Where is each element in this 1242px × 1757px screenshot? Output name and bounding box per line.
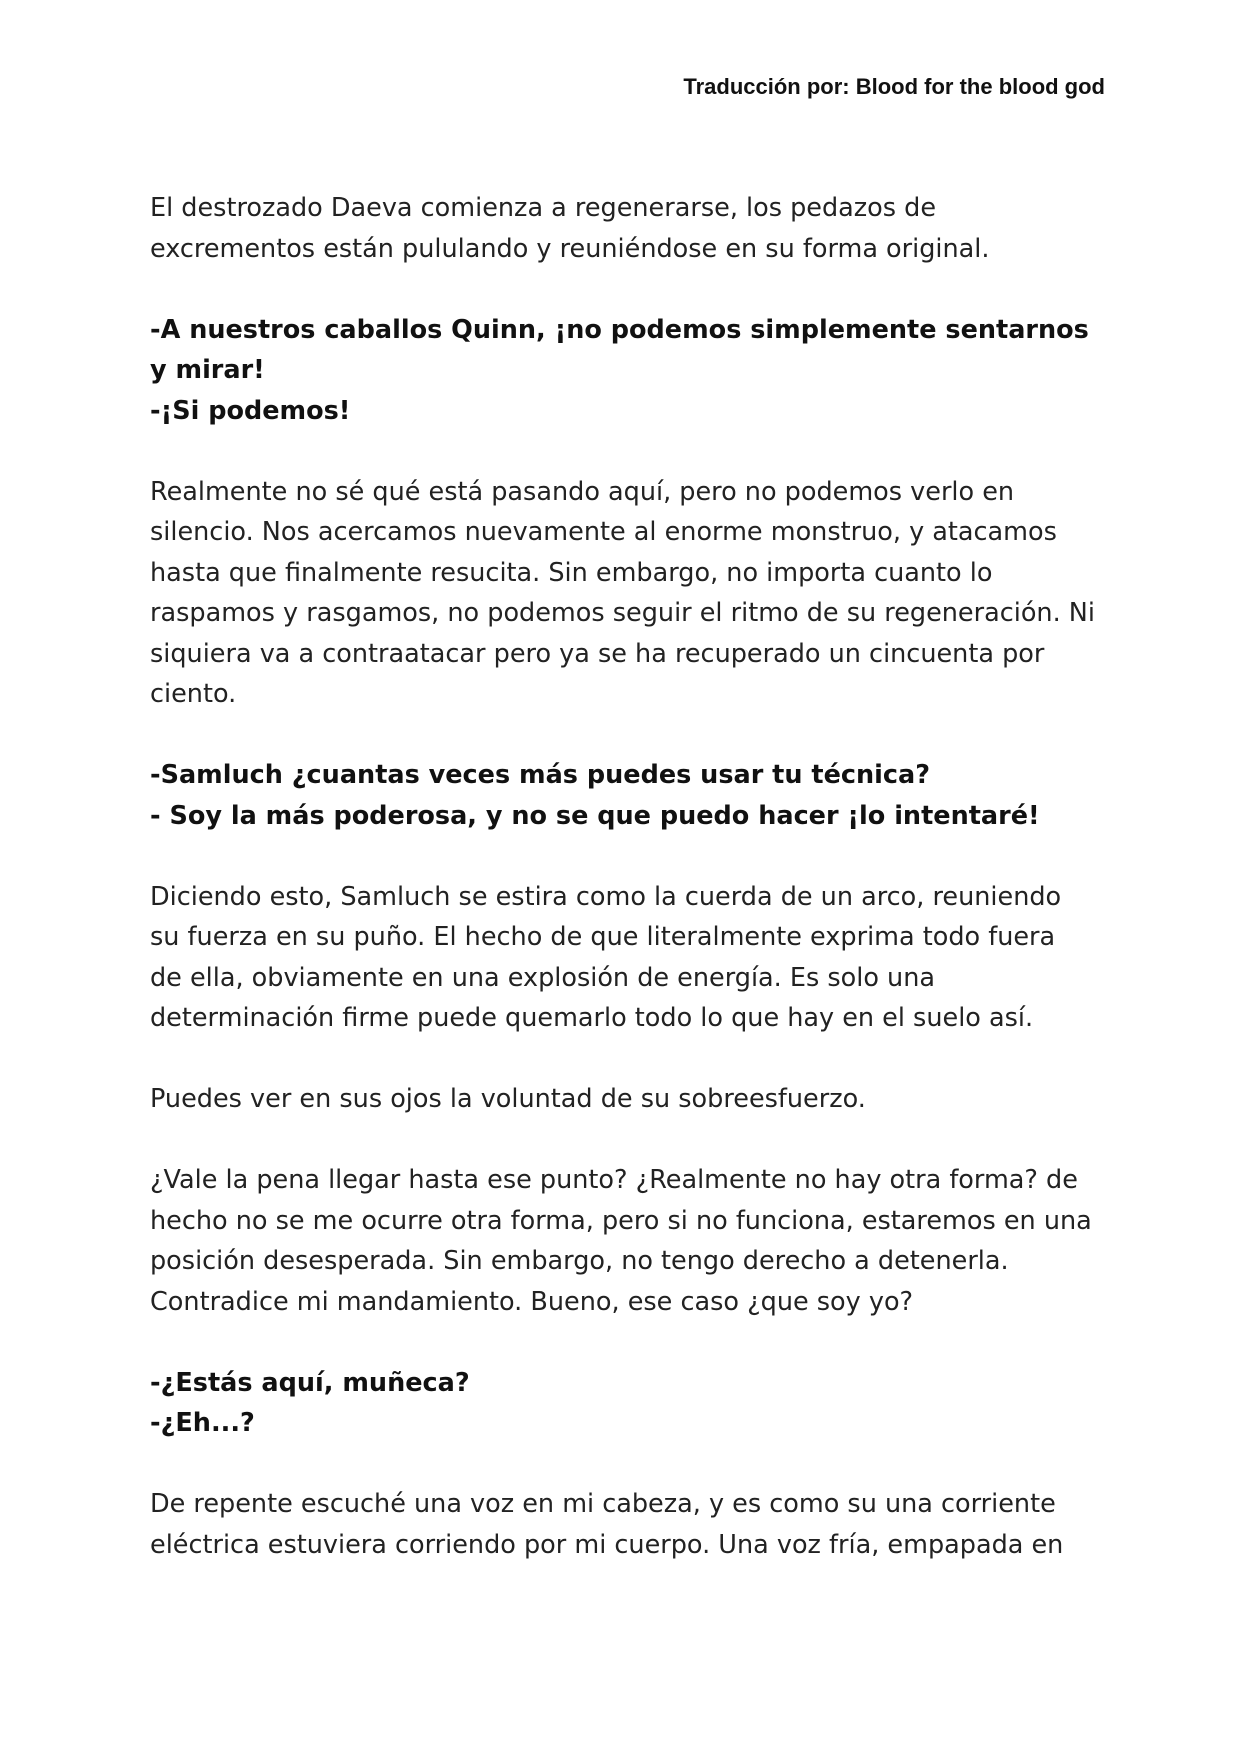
paragraph-4: Puedes ver en sus ojos la voluntad de su sobreesfuerzo. <box>150 1084 866 1114</box>
dialogue-block-3 <box>150 1363 1095 1444</box>
dialogue-line: -A nuestros caballos Quinn, ¡no podemos simplemente sentarnos y mirar! <box>150 314 1089 385</box>
document-body <box>150 188 1095 1606</box>
paragraph-2: Realmente no sé qué está pasando aquí, pero no podemos verlo en silencio. Nos acercamos nuevamente al enorme monstruo, y atacamos hasta que finalmente resucita. Sin embargo, no importa cuanto lo raspamos y rasgamos, no podemos seguir el ritmo de su regeneración. Ni siquiera va a contraatacar pero ya se ha recuperado un cincuenta por ciento. <box>150 476 1095 709</box>
dialogue-line: -¿Eh...? <box>150 1408 255 1438</box>
dialogue-line: -¡Si podemos! <box>150 395 351 426</box>
translation-credit: Traducción por: Blood for the blood god <box>683 74 1105 99</box>
dialogue-block-2 <box>150 755 1095 836</box>
paragraph-3: Diciendo esto, Samluch se estira como la cuerda de un arco, reuniendo su fuerza en su puño. El hecho de que literalmente exprima todo fuera de ella, obviamente en una explosión de energía. Es solo una determinación firme puede quemarlo todo lo que hay en el suelo así. <box>150 881 1062 1033</box>
dialogue-block-1 <box>150 310 1095 432</box>
dialogue-line: -¿Estás aquí, muñeca? <box>150 1367 470 1398</box>
paragraph-1: El destrozado Daeva comienza a regenerarse, los pedazos de excrementos están pululando y reuniéndose en su forma original. <box>150 193 990 264</box>
dialogue-line: -Samluch ¿cuantas veces más puedes usar tu técnica? <box>150 760 930 790</box>
paragraph-6: De repente escuché una voz en mi cabeza, y es como su una corriente eléctrica estuviera corriendo por mi cuerpo. Una voz fría, empapada en <box>150 1489 1064 1560</box>
dialogue-line: - Soy la más poderosa, y no se que puedo hacer ¡lo intentaré! <box>150 800 1040 831</box>
paragraph-5: ¿Vale la pena llegar hasta ese punto? ¿Realmente no hay otra forma? de hecho no se me ocurre otra forma, pero si no funciona, estaremos en una posición desesperada. Sin embargo, no tengo derecho a detenerla. Contradice mi mandamiento. Bueno, ese caso ¿que soy yo? <box>150 1165 1092 1317</box>
